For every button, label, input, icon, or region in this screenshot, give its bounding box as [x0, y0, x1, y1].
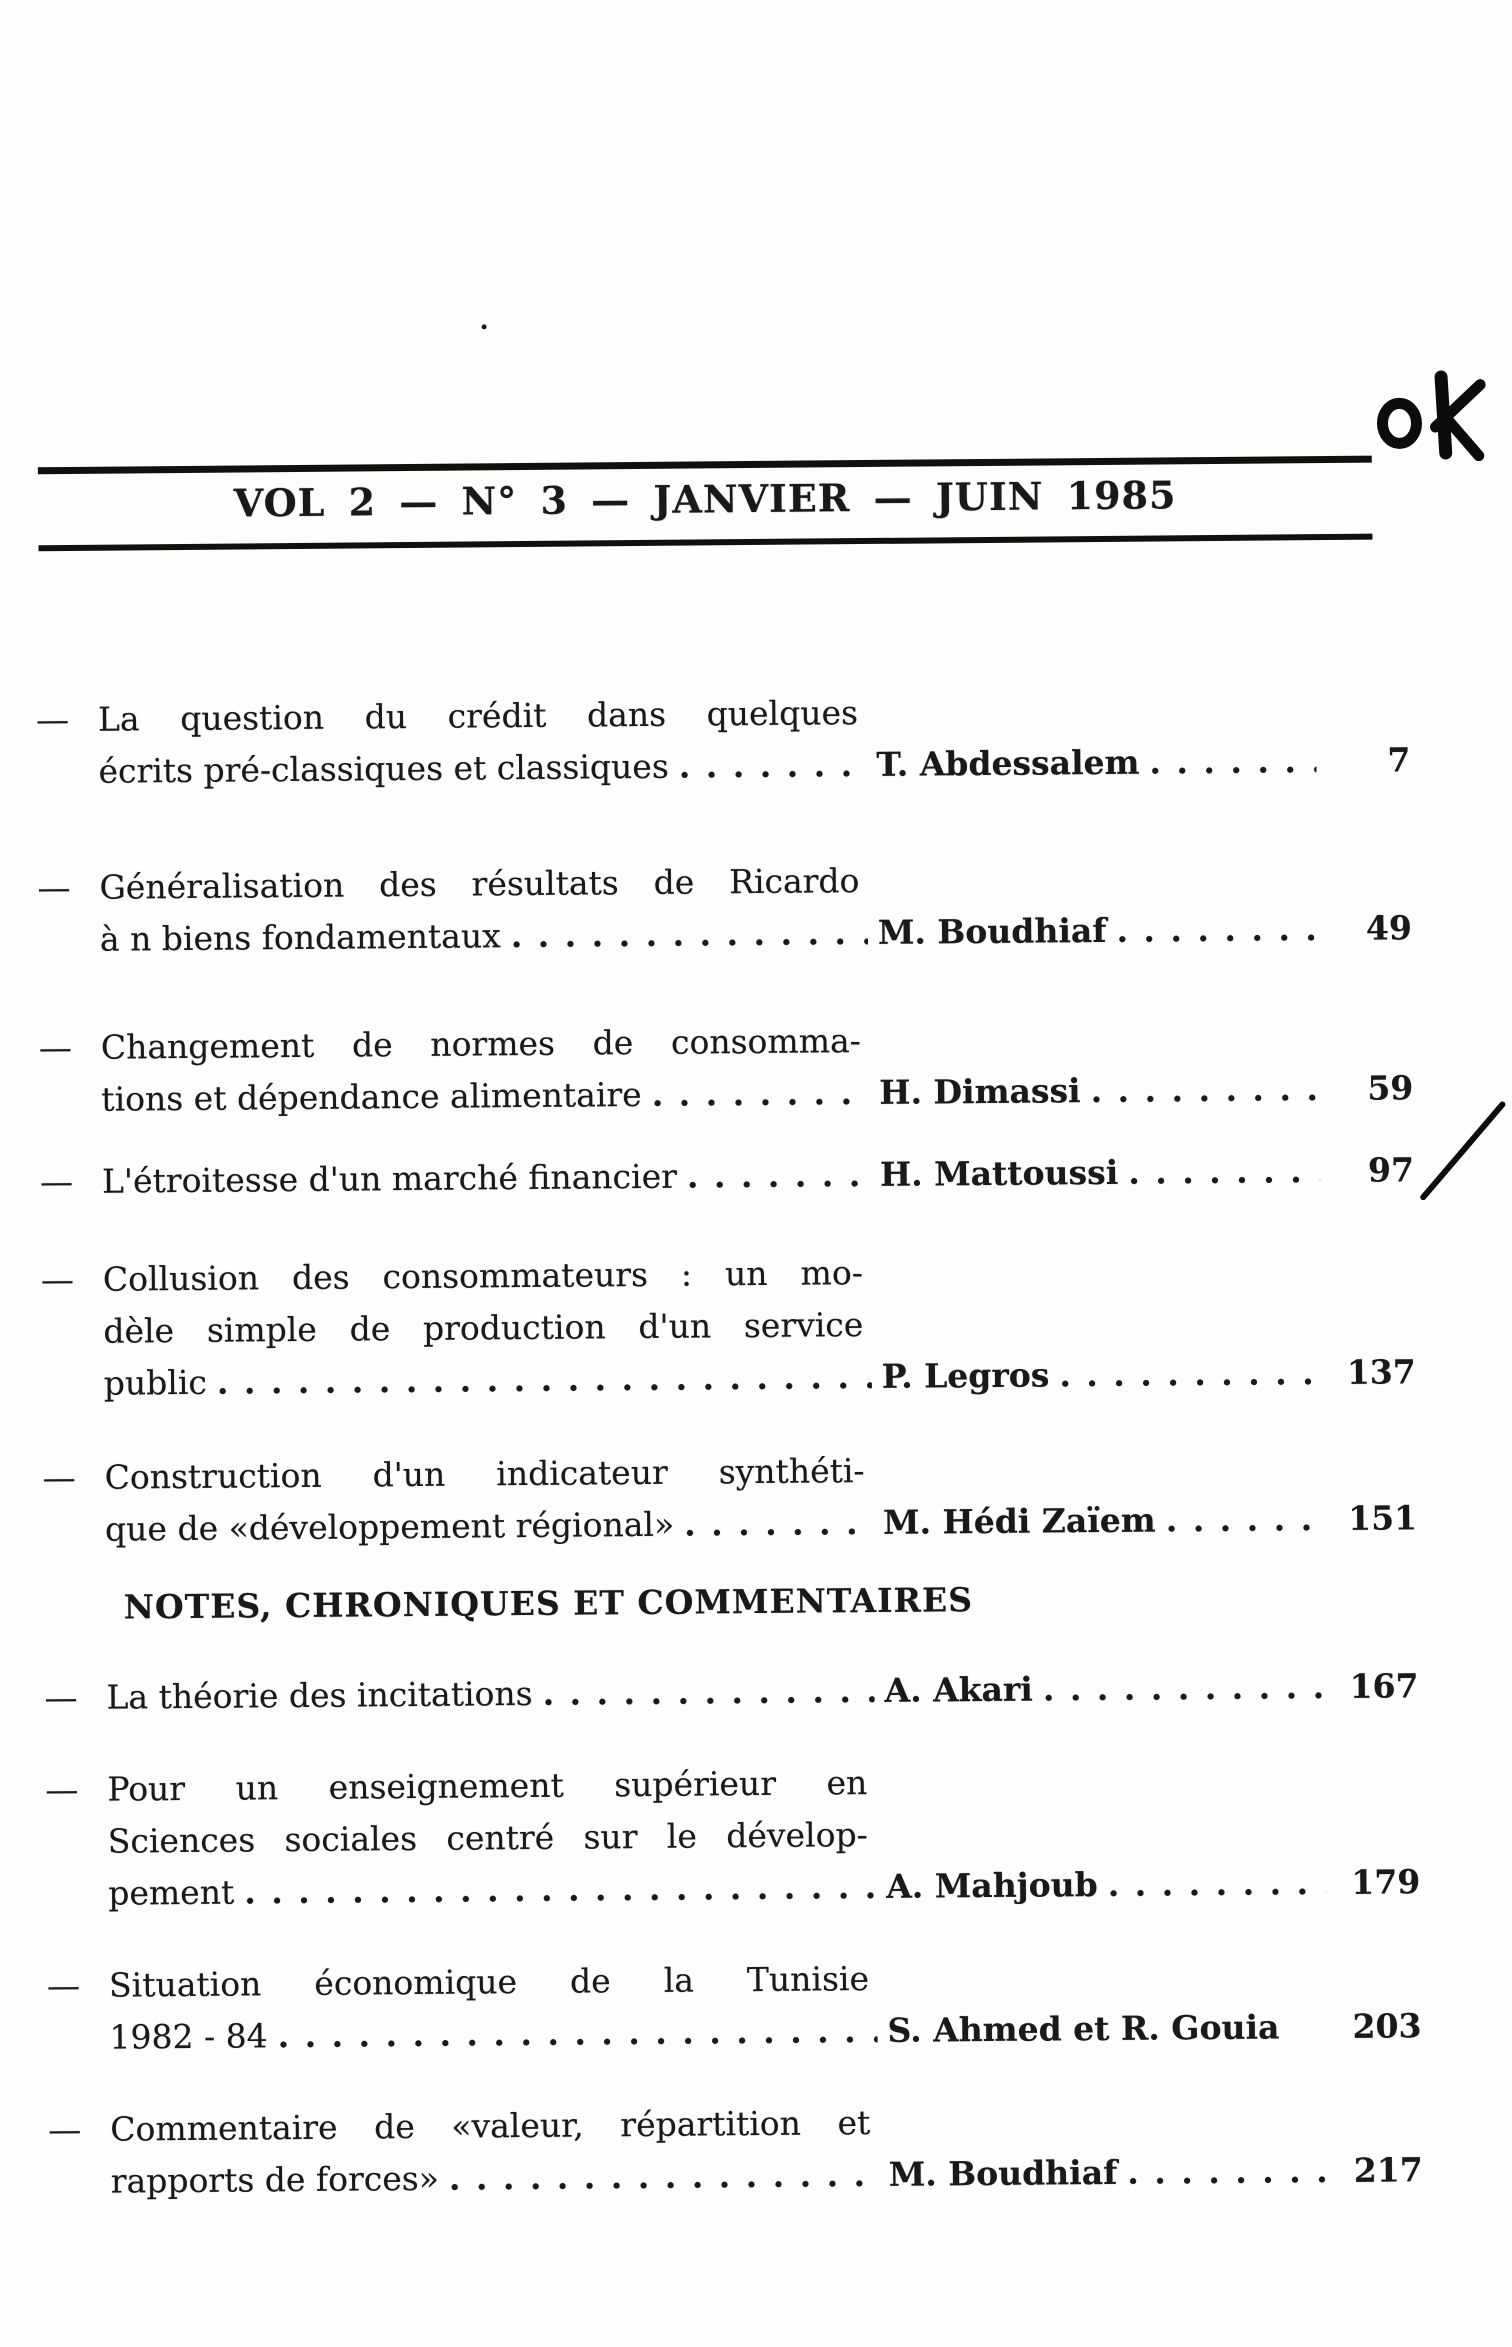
entry-title-fragment: public [103, 1362, 208, 1403]
table-of-contents [36, 682, 1423, 2208]
entry-page-number: 49 [1365, 908, 1413, 948]
entry-author: S. Ahmed et R. Gouia [887, 2007, 1280, 2050]
entry-title-fragment: La théorie des incitations [106, 1673, 533, 1717]
toc-entry [40, 1144, 1414, 1208]
header-rule-bottom [38, 534, 1372, 552]
entry-page-number: 97 [1367, 1150, 1415, 1190]
entry-author: H. Mattoussi [879, 1152, 1119, 1194]
dot-leader [1166, 1493, 1324, 1546]
dot-leader [1043, 1661, 1325, 1715]
toc-entry [39, 1010, 1414, 1126]
toc-entry [48, 2092, 1423, 2208]
entry-page-number: 179 [1351, 1862, 1421, 1902]
dot-leader [244, 1861, 876, 1919]
entry-title-line: Construction d'un indicateur synthéti- [104, 1451, 865, 1497]
dot-leader [1149, 735, 1316, 788]
slash-glyph-icon [1415, 1095, 1510, 1204]
entry-page-number: 217 [1353, 2150, 1423, 2190]
entry-dash: — [46, 1965, 81, 2006]
dot-leader [1128, 1145, 1320, 1199]
entry-title-line: Changement de normes de consomma- [100, 1021, 862, 1067]
dot-leader [277, 2005, 877, 2062]
toc-entry [36, 682, 1411, 798]
entry-author: A. Akari [884, 1669, 1034, 1710]
entry-author: M. Boudhiaf [888, 2152, 1118, 2194]
entry-title-line: Situation économique de la Tunisie [108, 1959, 870, 2005]
ok-glyph-icon [1374, 370, 1491, 463]
entry-page-number: 203 [1352, 2006, 1422, 2046]
entry-title-line: Sciences sociales centré sur le dévelop- [107, 1815, 868, 1861]
entry-page-number: 59 [1367, 1068, 1414, 1108]
entry-title-line: Généralisation des résultats de Ricardo [99, 861, 860, 907]
dot-leader [511, 907, 869, 962]
entry-dash: — [37, 867, 71, 908]
entry-page-number: 7 [1387, 740, 1411, 780]
dot-leader [1059, 1347, 1322, 1401]
dot-leader [684, 1497, 873, 1551]
entry-author: T. Abdessalem [876, 742, 1140, 784]
dot-leader [542, 1665, 874, 1720]
entry-dash: — [35, 699, 70, 740]
dot-leader [652, 1067, 870, 1121]
dot-leader [449, 2149, 879, 2205]
entry-dash: — [38, 1027, 73, 1068]
dot-leader [217, 1351, 872, 1409]
toc-entry [47, 1948, 1422, 2064]
dot-leader [1127, 2145, 1329, 2199]
entry-title-line: Collusion des consommateurs : un mo- [102, 1253, 864, 1299]
entry-dash: — [39, 1161, 74, 1202]
toc-entry [42, 1440, 1417, 1556]
handwritten-ok-mark [1374, 370, 1491, 463]
entry-author: M. Hédi Zaïem [882, 1500, 1156, 1542]
toc-entry [44, 1660, 1418, 1724]
ink-speck [482, 324, 487, 329]
entry-title-line: dèle simple de production d'un service [103, 1305, 864, 1351]
entry-title-fragment: pement [108, 1872, 235, 1913]
entry-title-fragment: que de «développement régional» [104, 1504, 675, 1549]
dot-leader [679, 739, 867, 793]
entry-dash: — [45, 1769, 79, 1810]
dot-leader [1090, 1063, 1319, 1117]
toc-section [44, 1570, 1418, 1634]
section-heading: NOTES, CHRONIQUES ET COMMENTAIRES [123, 1580, 974, 1627]
entry-title-fragment: L'étroitesse d'un marché financier [101, 1156, 678, 1201]
entry-title-line: Commentaire de «valeur, répartition et [110, 2103, 871, 2149]
entry-dash: — [42, 1457, 76, 1498]
entry-author: M. Boudhiaf [877, 910, 1107, 952]
entry-author: P. Legros [881, 1355, 1050, 1396]
toc-entry [45, 1752, 1420, 1920]
dot-leader [1116, 903, 1318, 957]
entry-page-number: 167 [1349, 1666, 1419, 1706]
toc-entry [37, 850, 1412, 966]
entry-dash: — [44, 1677, 78, 1718]
handwritten-slash-mark [1415, 1095, 1510, 1204]
entry-title-fragment: à n biens fondamentaux [99, 916, 501, 959]
entry-page-number: 151 [1347, 1498, 1418, 1538]
entry-title-line: Pour un enseignement supérieur en [107, 1763, 868, 1809]
entry-author: H. Dimassi [879, 1071, 1081, 1112]
entry-title-fragment: rapports de forces» [110, 2158, 440, 2201]
dot-leader [687, 1149, 871, 1203]
entry-title-line: La question du crédit dans quelques [97, 693, 859, 739]
dot-leader [1108, 1857, 1327, 1911]
entry-dash: — [40, 1259, 75, 1300]
entry-title-fragment: tions et dépendance alimentaire [101, 1074, 642, 1119]
entry-title-fragment: 1982 - 84 [109, 2016, 268, 2057]
entry-dash: — [48, 2109, 82, 2150]
entry-author: A. Mahjoub [886, 1865, 1098, 1906]
entry-page-number: 137 [1346, 1352, 1416, 1392]
journal-volume-header: VOL 2 — N° 3 — JANVIER — JUIN 1985 [233, 472, 1177, 526]
toc-entry [41, 1242, 1416, 1410]
entry-title-fragment: écrits pré-classiques et classiques [98, 746, 669, 791]
entry-dash-empty [44, 1582, 106, 1635]
